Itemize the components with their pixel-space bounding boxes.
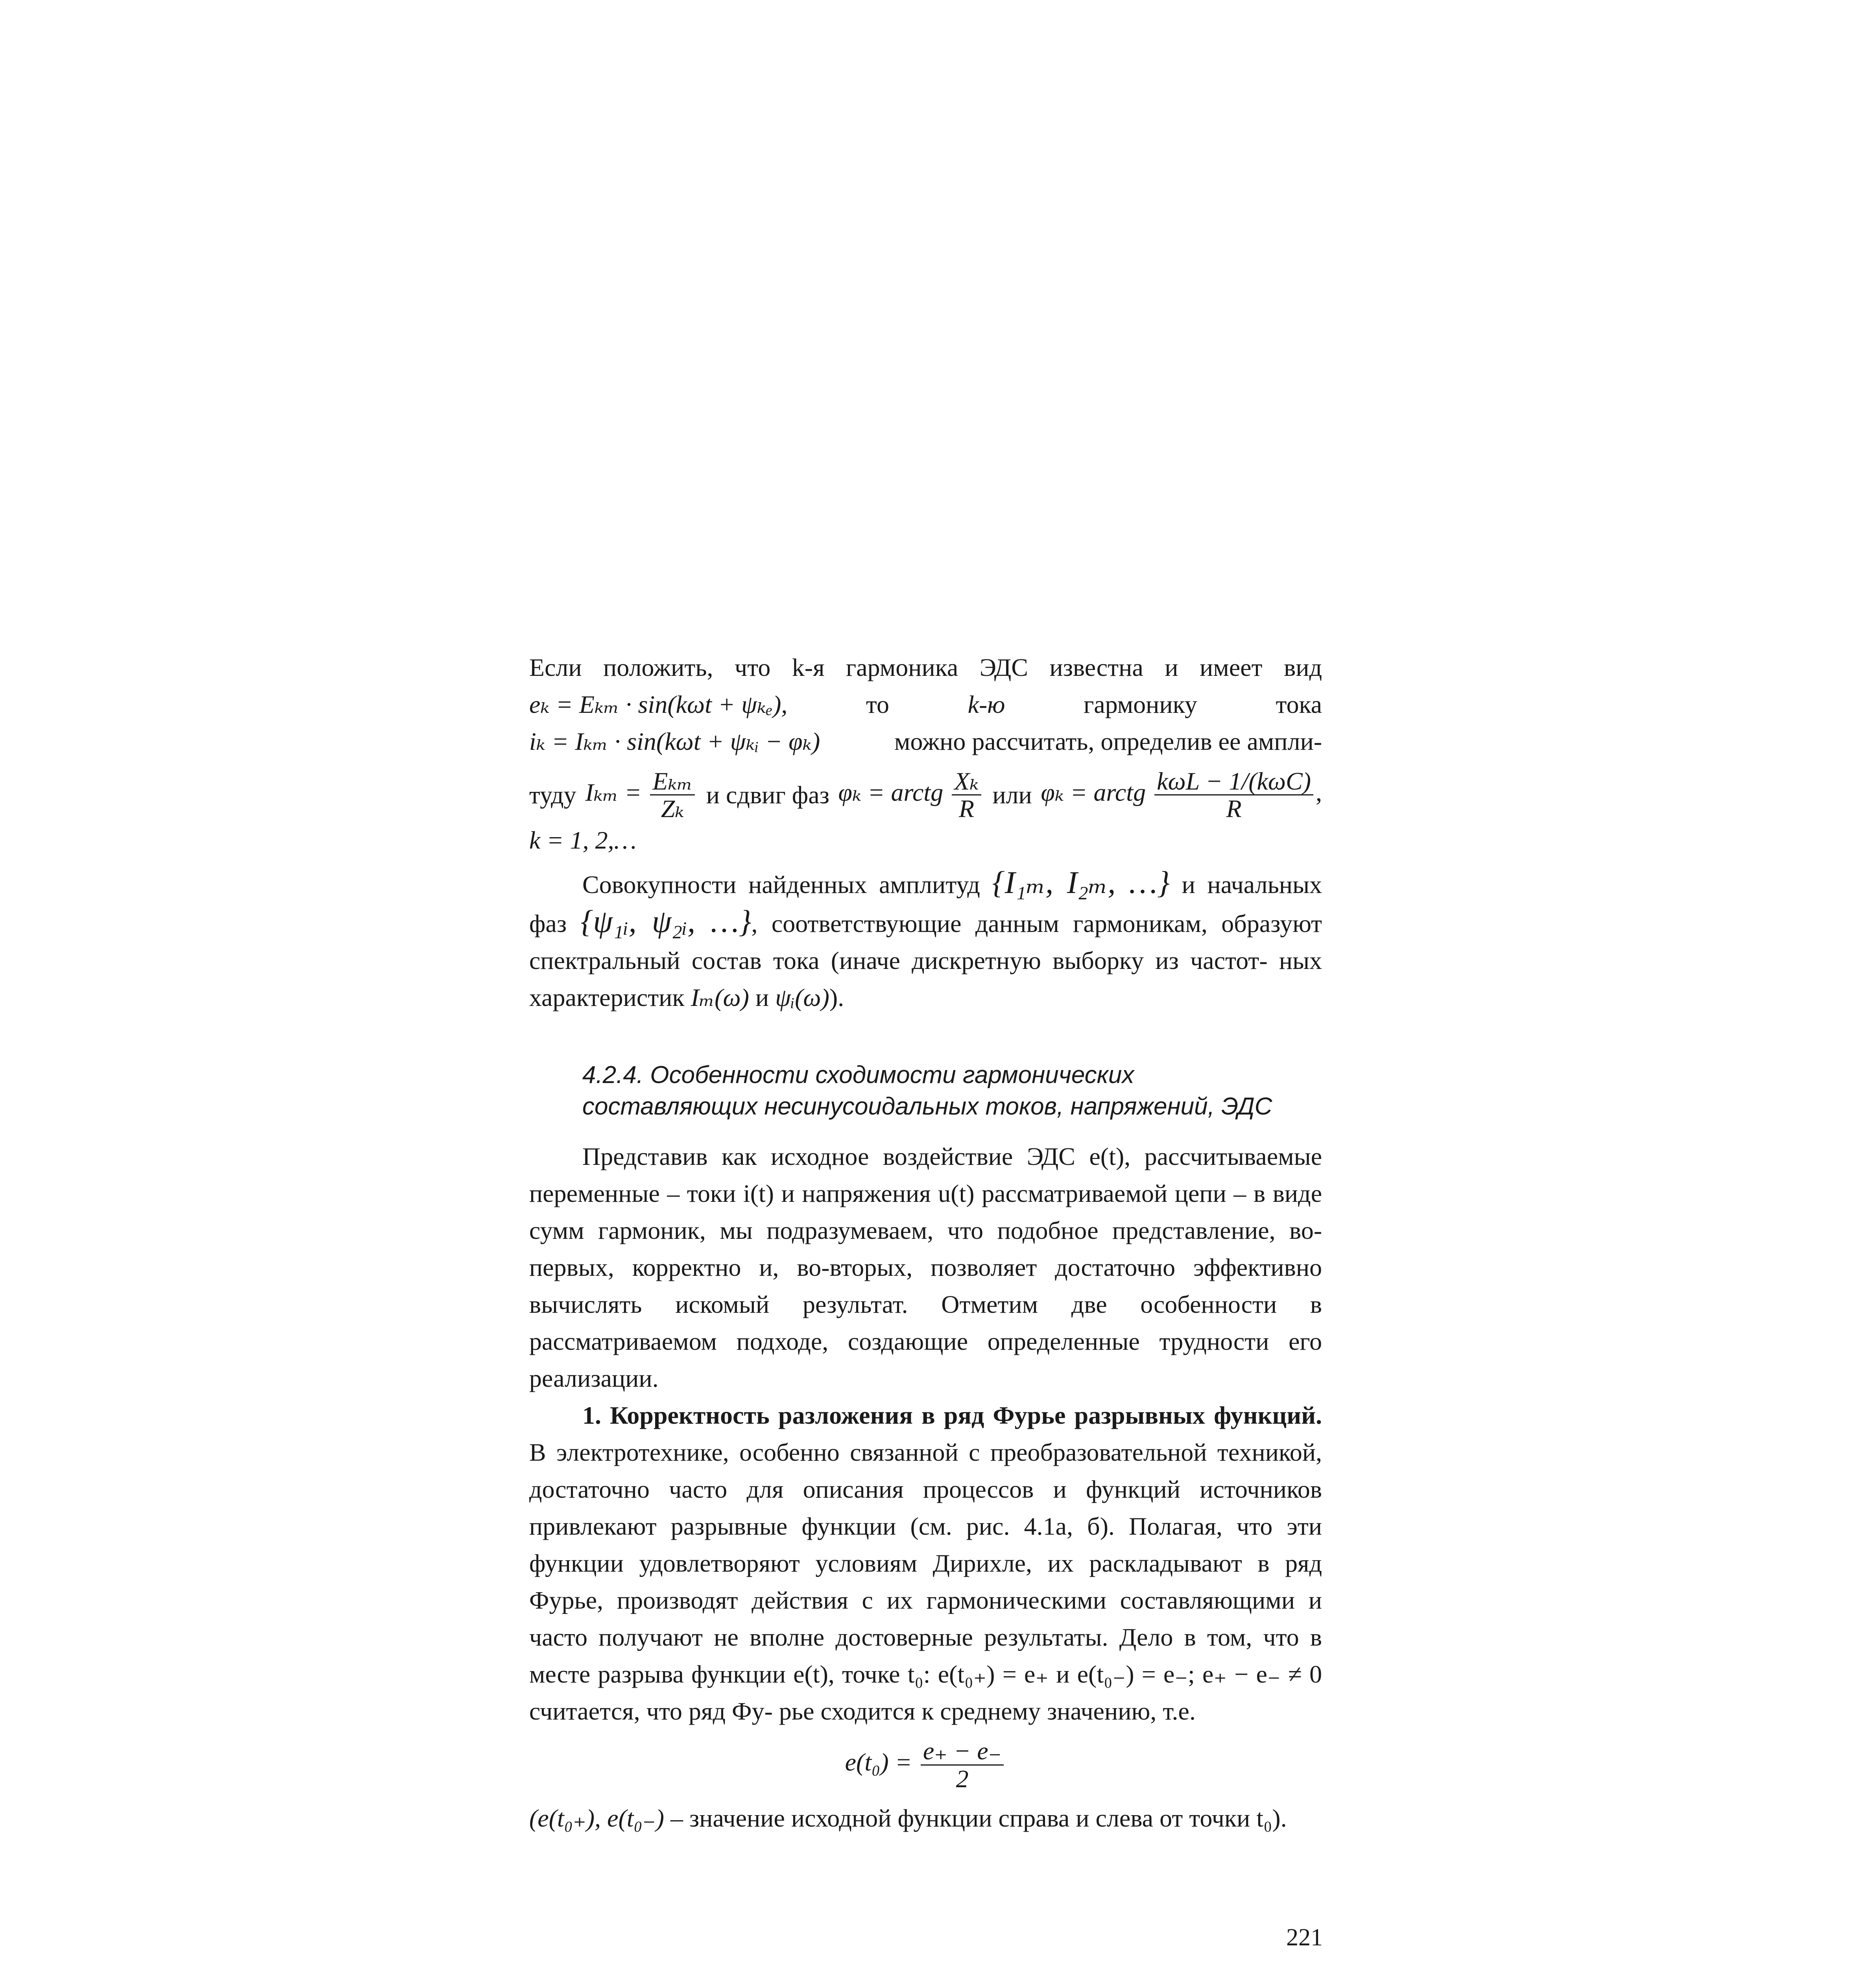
paragraph-intro-line4: туду Iₖₘ = $\frac{\text{Eₖₘ}}{\text{Zₖ}}$ и сдвиг фаз φₖ = arctg $\frac{\text{Xₖ}}{R}$ или φₖ = arctg $\frac{\text{kωL − 1/(kωC)}}{R}$ , xyxy=(529,767,1322,823)
subsection-title: 1. Корректность разложения в ряд Фурье разрывных функций. xyxy=(582,1401,1322,1430)
formula-phase-shift: φₖ = arctg $\frac{\text{Xₖ}}{R}$ xyxy=(838,768,984,822)
formula-current-harmonic: iₖ = Iₖₘ · sin(kωt + ψₖᵢ − φₖ) xyxy=(529,727,820,755)
paragraph-spectrum: Совокупности найденных амплитуд {I₁ₘ, I₂ₘ, …} и начальных фаз {ψ₁ᵢ, ψ₂ᵢ, …}, соответствующие данным гармоникам, образуют спектральный состав тока (иначе дискретную выборку из частот- ных характеристик Iₘ(ω) и ψᵢ(ω)). xyxy=(529,865,1322,1012)
formula-mean-value: e(t₀) = $\frac{e_+ - e_-}{2}$ xyxy=(529,1738,1322,1792)
formula-emf-harmonic: eₖ = Eₖₘ · sin(kωt + ψₖₑ), xyxy=(529,690,788,718)
paragraph-intro-line1: Если положить, что k-я гармоника ЭДС известна и имеет вид xyxy=(529,653,1322,681)
paragraph-fourier-correctness: 1. Корректность разложения в ряд Фурье разрывных функций. В электротехнике, особенно связанной с преобразовательной техникой, достаточно часто для описания процессов и функций источников привлекают разрывные функции (см. рис. 4.1а, б). Полагая, что эти функции удовлетворяют условиям Дирихле, их раскладывают в ряд Фурье, производят действия с их гармоническими составляющими и часто получают не вполне достоверные результаты. Дело в том, что в месте разрыва функции e(t), точке t₀: e(t₀₊) = e₊ и e(t₀₋) = e₋; e₊ − e₋ ≠ 0 считается, что ряд Фу- рье сходится к среднему значению, т.е. xyxy=(529,1401,1322,1725)
page-number: 221 xyxy=(1286,1924,1323,1951)
paragraph-explanation: (e(t₀₊), e(t₀₋) – значение исходной функции справа и слева от точки t₀). xyxy=(529,1804,1287,1832)
discontinuity-condition: точке t₀: e(t₀₊) = e₊ и e(t₀₋) = e₋; e₊ − e₋ ≠ 0 считается, что ряд Фу- xyxy=(529,1660,1322,1725)
paragraph-intro-line3: iₖ = Iₖₘ · sin(kωt + ψₖᵢ − φₖ) можно рассчитать, определив ее ампли- xyxy=(529,723,1322,760)
formula-phase-shift-lc: φₖ = arctg $\frac{\text{kωL − 1/(kωC)}}{R}$ , xyxy=(1041,767,1322,823)
harmonic-index: k = 1, 2,… xyxy=(529,826,637,854)
paragraph-intro-line2: eₖ = Eₖₘ · sin(kωt + ψₖₑ), то k-ю гармонику тока xyxy=(529,686,1322,723)
formula-amplitude: Iₖₘ = $\frac{\text{Eₖₘ}}{\text{Zₖ}}$ xyxy=(585,768,697,822)
section-heading: 4.2.4. Особенности сходимости гармонических составляющих несинусоидальных токов, напряжений, ЭДС xyxy=(582,1061,1272,1120)
page-body xyxy=(529,649,1322,1837)
paragraph-representation: Представив как исходное воздействие ЭДС e(t), рассчитываемые переменные – токи i(t) и напряжения u(t) рассматриваемой цепи – в виде сумм гармоник, мы подразумеваем, что подобное представление, во-первых, корректно и, во-вторых, позволяет достаточно эффективно вычислять искомый результат. Отметим две особенности в рассматриваемом подходе, создающие определенные трудности его реализации. xyxy=(529,1142,1322,1393)
